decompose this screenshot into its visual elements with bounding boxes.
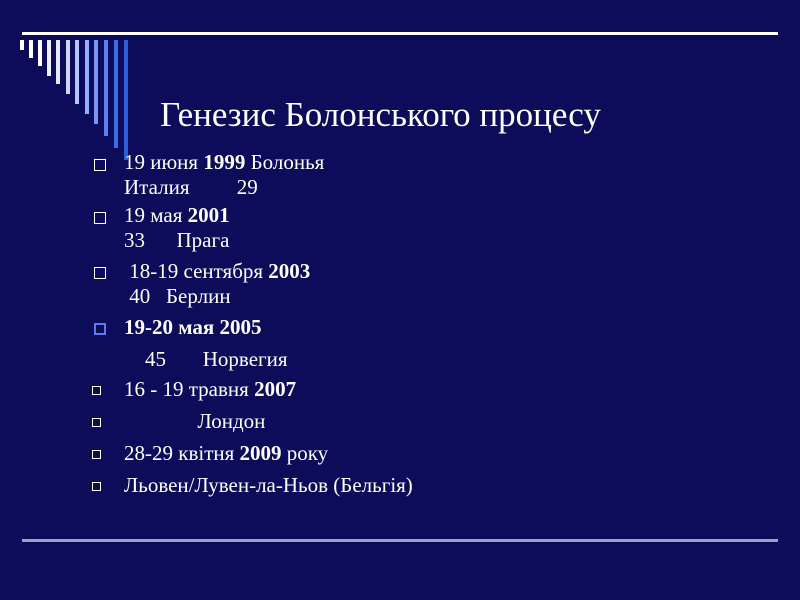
small-square-bullet-icon [92,482,101,491]
list-item-2003: 18-19 сентября 2003 [124,259,311,283]
hollow-square-bullet-icon [94,159,106,171]
list-item-1999-detail: Италия 29 [124,175,258,199]
list-item-2005: 19-20 мая 2005 [124,315,262,339]
list-item-norway: 45 Норвегия [124,347,288,371]
small-square-bullet-icon [92,450,101,459]
list-item-2009: 28-29 квітня 2009 року [124,441,329,465]
list-item-london: Лондон [124,409,266,433]
list-item-2007: 16 - 19 травня 2007 [124,377,297,401]
list-item-2001-detail: 33 Прага [124,228,230,252]
slide-title: Генезис Болонського процесу [160,95,601,134]
list-item-2003-detail: 40 Берлин [124,284,231,308]
list-item-1999: 19 июня 1999 Болонья [124,150,325,174]
hollow-square-bullet-icon [94,323,106,335]
small-square-bullet-icon [92,418,101,427]
hollow-square-bullet-icon [94,212,106,224]
list-item-2001: 19 мая 2001 [124,203,230,227]
hollow-square-bullet-icon [94,267,106,279]
small-square-bullet-icon [92,386,101,395]
list-item-leuven: Льовен/Лувен-ла-Ньов (Бельгія) [124,473,413,497]
